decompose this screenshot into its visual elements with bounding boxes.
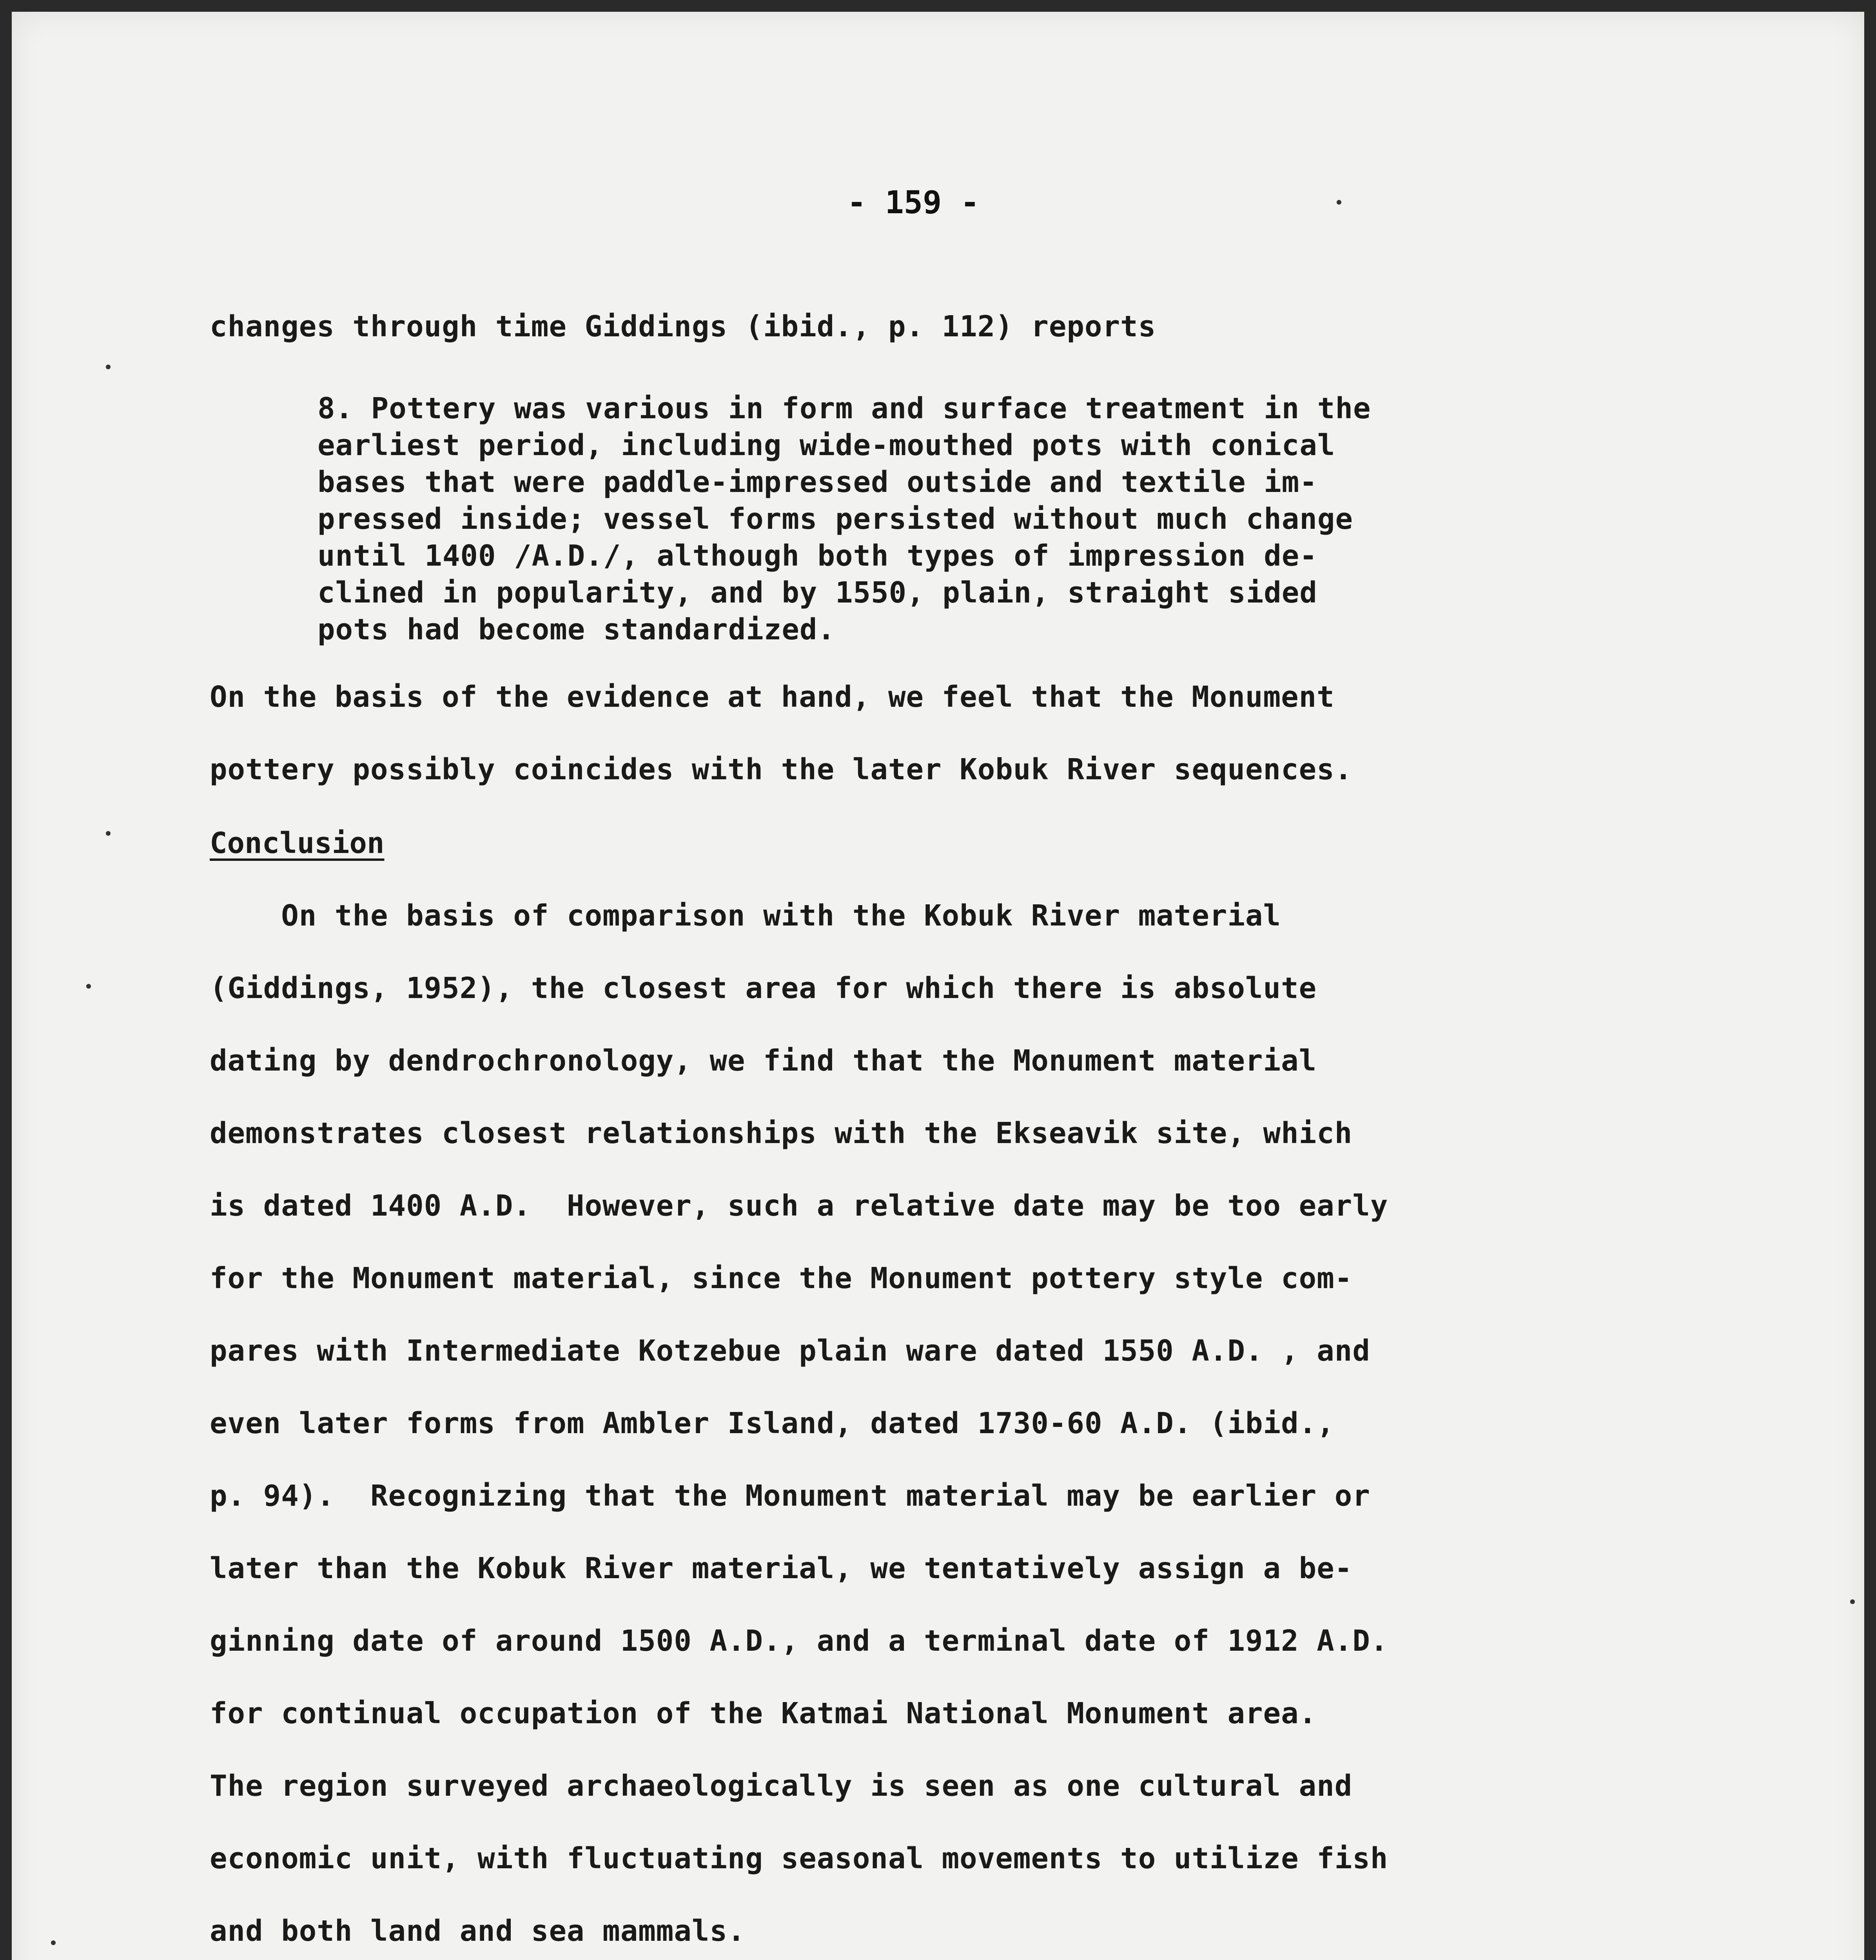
paragraph-line: On the basis of the evidence at hand, we feel that the Monument bbox=[210, 680, 1335, 714]
scan-speck bbox=[51, 1940, 56, 1945]
paragraph-line: for the Monument material, since the Monument pottery style com- bbox=[210, 1261, 1353, 1295]
paragraph-line: pottery possibly coincides with the later Kobuk River sequences. bbox=[210, 753, 1353, 786]
scan-speck bbox=[86, 984, 91, 989]
quote-line: earliest period, including wide-mouthed pots with conical bbox=[318, 428, 1335, 462]
paragraph-line: pares with Intermediate Kotzebue plain ware dated 1550 A.D. , and bbox=[210, 1334, 1370, 1368]
quote-line: 8. Pottery was various in form and surface treatment in the bbox=[318, 392, 1371, 425]
paragraph-line: p. 94). Recognizing that the Monument material may be earlier or bbox=[210, 1479, 1370, 1513]
quote-line: clined in popularity, and by 1550, plain, straight sided bbox=[318, 576, 1317, 610]
paragraph-line: dating by dendrochronology, we find that the Monument material bbox=[210, 1044, 1317, 1078]
scan-speck bbox=[1850, 1599, 1855, 1604]
paragraph-line: demonstrates closest relationships with the Ekseavik site, which bbox=[210, 1116, 1353, 1150]
paragraph-line: later than the Kobuk River material, we tentatively assign a be- bbox=[210, 1552, 1353, 1585]
paragraph-line: economic unit, with fluctuating seasonal movements to utilize fish bbox=[210, 1842, 1388, 1875]
quote-line: pots had become standardized. bbox=[318, 613, 836, 646]
page-number: - 159 - bbox=[847, 184, 980, 221]
paragraph-line: even later forms from Ambler Island, dated 1730-60 A.D. (ibid., bbox=[210, 1406, 1335, 1440]
scan-speck bbox=[106, 831, 111, 836]
paragraph-line: is dated 1400 A.D. However, such a relative date may be too early bbox=[210, 1189, 1388, 1223]
paragraph-line: The region surveyed archaeologically is seen as one cultural and bbox=[210, 1769, 1353, 1803]
quote-line: until 1400 /A.D./, although both types of impression de- bbox=[318, 539, 1317, 573]
intro-line: changes through time Giddings (ibid., p. 112) reports bbox=[210, 310, 1156, 343]
scan-speck bbox=[1337, 200, 1341, 205]
quote-line: pressed inside; vessel forms persisted without much change bbox=[318, 502, 1353, 536]
document-page bbox=[12, 12, 1864, 1960]
paragraph-line: and both land and sea mammals. bbox=[210, 1914, 746, 1948]
paragraph-line: (Giddings, 1952), the closest area for which there is absolute bbox=[210, 971, 1317, 1005]
scan-speck bbox=[106, 365, 111, 369]
paragraph-line: On the basis of comparison with the Kobuk River material bbox=[210, 899, 1281, 933]
conclusion-heading: Conclusion bbox=[210, 826, 385, 860]
quote-line: bases that were paddle-impressed outside and textile im- bbox=[318, 465, 1317, 499]
paragraph-line: for continual occupation of the Katmai National Monument area. bbox=[210, 1697, 1317, 1730]
paragraph-line: ginning date of around 1500 A.D., and a terminal date of 1912 A.D. bbox=[210, 1624, 1388, 1658]
